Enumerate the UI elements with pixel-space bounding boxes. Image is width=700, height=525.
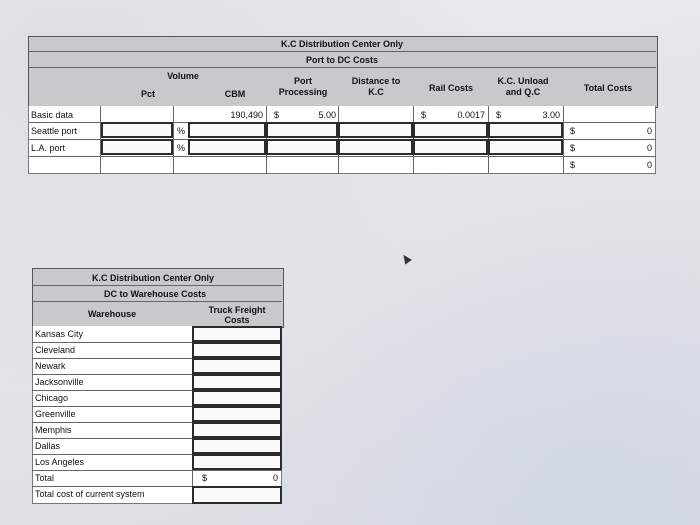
col-distance — [341, 76, 411, 98]
seattle-total-value: 0 — [646, 126, 652, 136]
col-rail: Rail Costs — [428, 83, 473, 93]
la-total-value: 0 — [646, 143, 652, 153]
warehouse-row-dallas: Dallas — [35, 441, 61, 451]
warehouse-row-greenville: Greenville — [35, 409, 76, 419]
table1-subtitle: Port to DC Costs — [306, 55, 378, 65]
truck-input-greenville[interactable] — [192, 406, 282, 422]
basic-unload-value: 3.00 — [542, 110, 560, 120]
total-current-system-label: Total cost of current system — [35, 489, 145, 499]
truck-input-jacksonville[interactable] — [192, 374, 282, 390]
table1-title: K.C Distribution Center Only — [280, 39, 403, 49]
warehouse-row-memphis: Memphis — [35, 425, 72, 435]
mouse-cursor-icon — [400, 253, 412, 265]
col-cbm: CBM — [224, 89, 246, 99]
warehouse-row-newark: Newark — [35, 361, 66, 371]
dc-to-warehouse-table — [32, 268, 284, 508]
col-pct: Pct — [140, 89, 155, 99]
seattle-unload-input[interactable] — [488, 122, 563, 138]
seattle-distance-input[interactable] — [338, 122, 413, 138]
seattle-volume-input[interactable] — [101, 122, 173, 138]
col-port-processing — [268, 76, 338, 98]
row-basic-data-label: Basic data — [31, 110, 74, 120]
la-volume-input[interactable] — [101, 139, 173, 155]
seattle-cbm-input[interactable] — [188, 122, 266, 138]
basic-port-value: 5.00 — [318, 110, 336, 120]
truck-input-kansas-city[interactable] — [192, 326, 282, 342]
warehouse-row-los-angeles: Los Angeles — [35, 457, 85, 467]
basic-port-currency: $ — [274, 110, 280, 120]
warehouse-row-jacksonville: Jacksonville — [35, 377, 84, 387]
basic-rail-value: 0.0017 — [457, 110, 485, 120]
col-kc-unload-text: K.C. Unload and Q.C — [497, 76, 549, 97]
la-unload-input[interactable] — [488, 139, 563, 155]
col-total: Total Costs — [583, 83, 633, 93]
la-pct-sign: % — [177, 143, 186, 153]
warehouse-total-label: Total — [35, 473, 55, 483]
truck-input-los-angeles[interactable] — [192, 454, 282, 470]
table2-title: K.C Distribution Center Only — [92, 273, 215, 283]
seattle-port-input[interactable] — [266, 122, 338, 138]
table2-subtitle: DC to Warehouse Costs — [104, 289, 207, 299]
port-to-dc-table — [28, 36, 658, 176]
basic-rail-currency: $ — [421, 110, 427, 120]
grand-total-value: 0 — [646, 160, 652, 170]
la-distance-input[interactable] — [338, 139, 413, 155]
basic-unload-currency: $ — [496, 110, 502, 120]
truck-input-cleveland[interactable] — [192, 342, 282, 358]
truck-input-newark[interactable] — [192, 358, 282, 374]
grand-total-currency: $ — [570, 160, 576, 170]
total-cost-current-system-input[interactable] — [192, 486, 282, 504]
col-volume: Volume — [167, 71, 199, 81]
seattle-total-currency: $ — [570, 126, 576, 136]
row-la-label: L.A. port — [31, 143, 66, 153]
truck-input-dallas[interactable] — [192, 438, 282, 454]
col-port-processing-text: Port Processing — [278, 76, 328, 97]
truck-input-memphis[interactable] — [192, 422, 282, 438]
warehouse-row-kansas-city: Kansas City — [35, 329, 84, 339]
la-rail-input[interactable] — [413, 139, 488, 155]
warehouse-row-cleveland: Cleveland — [35, 345, 76, 355]
col-warehouse: Warehouse — [88, 309, 137, 319]
row-seattle-label: Seattle port — [31, 126, 78, 136]
warehouse-total-currency: $ — [202, 473, 208, 483]
col-distance-text: Distance to K.C — [351, 76, 401, 97]
col-truck-freight — [197, 305, 277, 325]
truck-input-chicago[interactable] — [192, 390, 282, 406]
la-total-currency: $ — [570, 143, 576, 153]
la-cbm-input[interactable] — [188, 139, 266, 155]
seattle-rail-input[interactable] — [413, 122, 488, 138]
basic-cbm: 190,490 — [230, 110, 263, 120]
warehouse-row-chicago: Chicago — [35, 393, 69, 403]
la-port-input[interactable] — [266, 139, 338, 155]
col-truck-freight-text: Truck Freight Costs — [208, 305, 266, 325]
col-kc-unload — [488, 76, 558, 98]
warehouse-total-value: 0 — [272, 473, 278, 483]
seattle-pct-sign: % — [177, 126, 186, 136]
